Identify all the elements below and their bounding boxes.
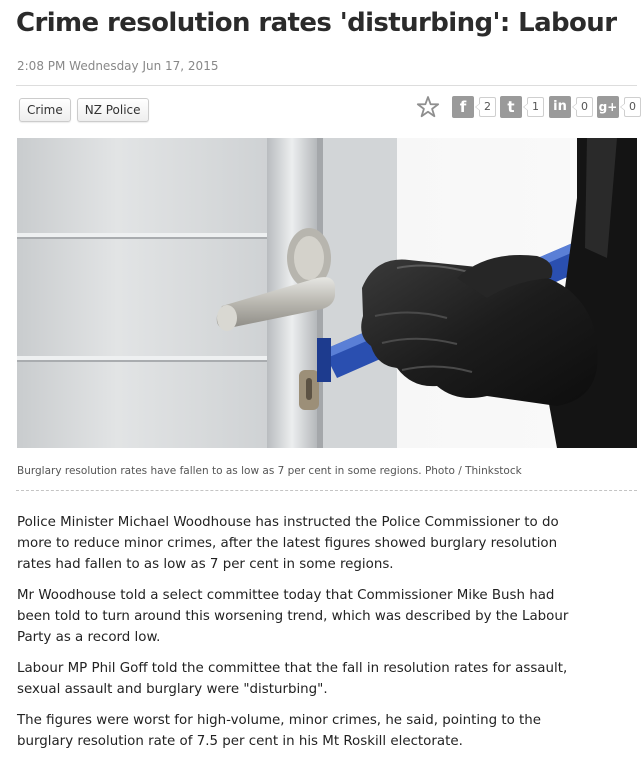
twitter-share-count: 1 (527, 97, 544, 117)
article-body (17, 512, 572, 762)
tag-crime[interactable]: Crime (19, 98, 71, 122)
linkedin-icon: in (549, 96, 571, 118)
googleplus-share-button[interactable] (597, 96, 641, 118)
facebook-share-count: 2 (479, 97, 496, 117)
article-headline: Crime resolution rates 'disturbing': Labour (16, 8, 617, 38)
googleplus-icon: g+ (597, 96, 619, 118)
star-icon[interactable] (416, 95, 440, 119)
article-paragraph: Mr Woodhouse told a select committee today that Commissioner Mike Bush had been told to turn around this worsening trend, which was described by the Labour Party as a record low. (17, 588, 569, 645)
article-photo (17, 138, 637, 448)
googleplus-share-count: 0 (624, 97, 641, 117)
linkedin-share-button[interactable] (549, 96, 593, 118)
article-paragraph: The figures were worst for high-volume, minor crimes, he said, pointing to the burglary resolution rate of 7.5 per cent in his Mt Roskill electorate. (17, 713, 541, 749)
article-paragraph: Police Minister Michael Woodhouse has instructed the Police Commissioner to do more to reduce minor crimes, after the latest figures showed burglary resolution rates had fallen to as low as 7 per cent in some regions. (17, 515, 559, 572)
share-bar (416, 95, 638, 121)
linkedin-share-count: 0 (576, 97, 593, 117)
tag-list (19, 98, 149, 122)
photo-caption: Burglary resolution rates have fallen to as low as 7 per cent in some regions. Photo / Thinkstock (17, 465, 522, 477)
header-divider (16, 85, 637, 86)
burglar-door-illustration (17, 138, 637, 448)
article-dateline: 2:08 PM Wednesday Jun 17, 2015 (17, 59, 219, 73)
twitter-icon: t (500, 96, 522, 118)
tag-nz-police[interactable]: NZ Police (77, 98, 149, 122)
caption-divider (16, 490, 637, 491)
article-paragraph: Labour MP Phil Goff told the committee that the fall in resolution rates for assault, sexual assault and burglary were "disturbing". (17, 661, 568, 697)
twitter-share-button[interactable] (500, 96, 544, 118)
facebook-share-button[interactable] (452, 96, 496, 118)
facebook-icon: f (452, 96, 474, 118)
